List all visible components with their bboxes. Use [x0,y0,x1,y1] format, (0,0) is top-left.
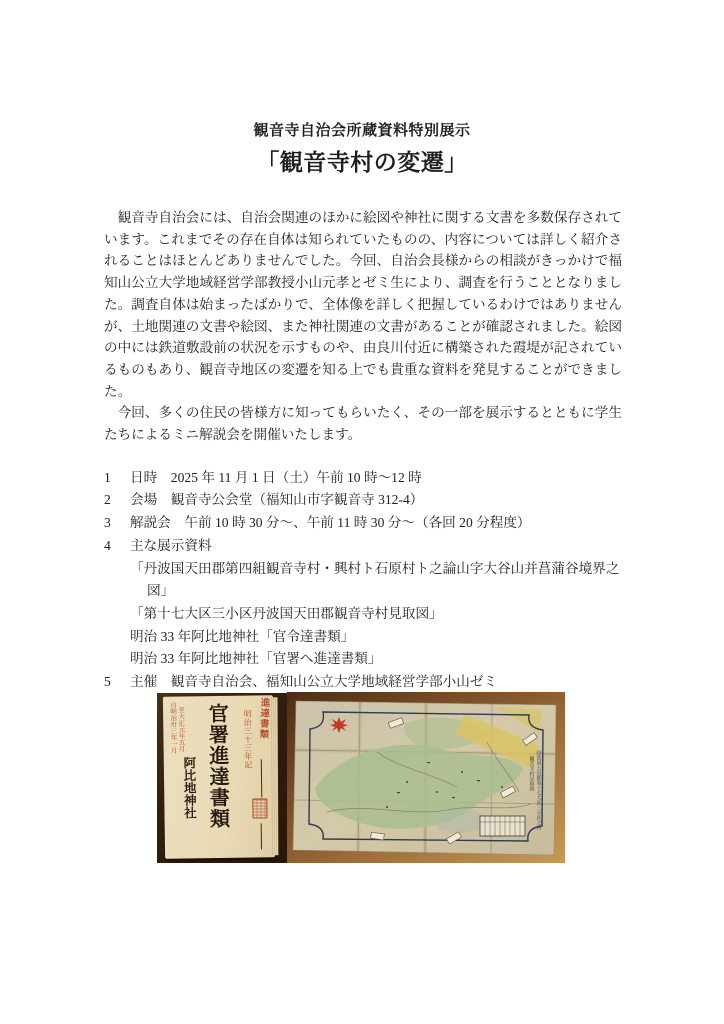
body-text-column [104,207,622,694]
list-item-number: 3 [104,515,111,531]
list-item-4 [104,535,622,558]
photo-document-cover [157,693,287,863]
list-item-2 [104,489,622,512]
list-item-text: 会場 観音寺公会堂（福知山市字観音寺 312-4） [130,492,424,508]
list-item-number: 4 [104,537,111,553]
booklet-period-from: 自明治卅三年一月 [168,701,177,754]
list-subitem: 図」 [147,583,175,599]
photo-old-map [287,692,565,863]
old-map-illustration [287,692,565,863]
list-subitem: 明治 33 年阿比地神社「官令達書類」 [130,628,355,644]
list-item-number: 1 [104,469,111,485]
list-subitem: 「丹波国天田郡第四組観音寺村・興村ト石原村ト之論山字大谷山并菖蒲谷境界之 [130,560,620,576]
red-seal-stamp [252,798,267,818]
list-item-text: 日時 2025 年 11 月 1 日（土）午前 10 時～12 時 [130,469,422,485]
list-item-text: 主な展示資料 [130,537,212,553]
booklet-page-edges [271,697,279,855]
photo-row [157,693,565,863]
info-list [104,467,622,694]
booklet-red-script: 進達書類 [257,697,269,740]
list-item-number: 2 [104,492,111,508]
list-item-text: 解説会 午前 10 時 30 分～、午前 11 時 30 分～（各回 20 分程度） [130,515,531,531]
booklet-red-date: 明治三十三年記 [243,709,253,770]
shrine-name-text: 阿比地神社 [181,756,197,820]
map-caption-column-1: 丹波国天田郡第十七大区三小区之内 [535,750,541,830]
list-subitem: 「第十七大区三小区丹波国天田郡観音寺村見取図」 [130,605,443,621]
booklet-paper [163,695,275,859]
list-item-text: 主催 観音寺自治会、福知山公立大学地域経営学部小山ゼミ [130,674,498,690]
exhibition-title: 「観音寺村の変遷」 [256,149,468,175]
booklet-title-calligraphy: 官署進達書類 [204,702,229,830]
intro-paragraph-2: 今回、多くの住民の皆様方に知ってもらいたく、その一部を展示するとともに学生たちによるミニ解説会を開催いたします。 [104,405,622,443]
list-subitem: 明治 33 年阿比地神社「官署へ進達書類」 [130,651,382,667]
list-item-5 [104,671,622,694]
legend-table [480,816,525,836]
list-item-1 [104,467,622,490]
exhibition-subtitle: 観音寺自治会所蔵資料特別展示 [253,122,471,139]
booklet-rule-line-2 [261,823,262,849]
map-caption-column-2: 観音寺村見取図 [528,756,534,791]
booklet-period-to: 至大正元年五月 [177,706,185,753]
list-item-3 [104,512,622,535]
intro-paragraph-1: 観音寺自治会には、自治会関連のほかに絵図や神社に関する文書を多数保存されています。これまでその存在自体は知られていたものの、内容については詳しく紹介されることはほとんどありませんでした。今回、自治会長様からの相談がきっかけで福知山公立大学地域経営学部教授小山元孝とゼミ生により、調査を行うこととなりました。調査自体は始まったばかりで、全体像を詳しく把握しているわけではありませんが、土地関連の文書や絵図、また神社関連の文書があることが確認されました。絵図の中には鉄道敷設前の状況を示すものや、由良川付近に構築された霞堤が記されているものもあり、観音寺地区の変遷を知る上でも貴重な資料を発見することができました。 [104,210,622,399]
list-item-number: 5 [104,674,111,690]
